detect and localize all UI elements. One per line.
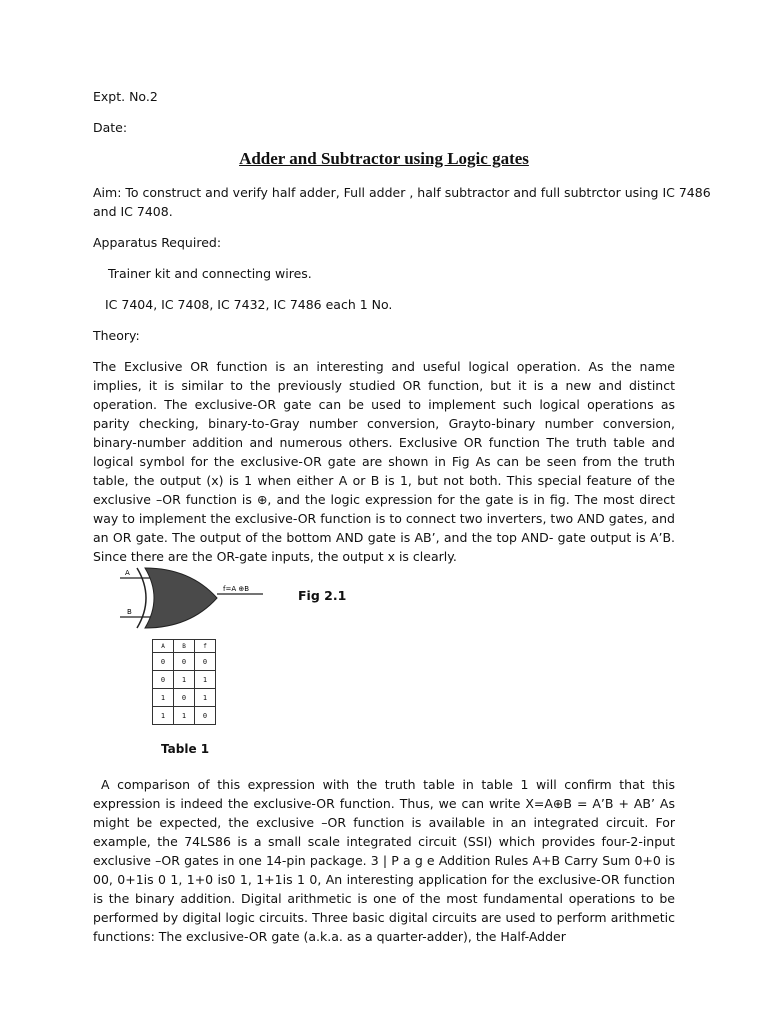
aim-line-1: Aim: To construct and verify half adder, Full adder , half subtractor and full subtrctor using IC 7486 xyxy=(93,185,711,200)
table-row xyxy=(153,671,216,689)
output-label: f=A ⊕B xyxy=(223,585,250,593)
table-cell: 0 xyxy=(195,707,216,725)
apparatus-heading: Apparatus Required: xyxy=(93,235,222,250)
date-label: Date: xyxy=(93,120,128,135)
theory-heading: Theory: xyxy=(93,328,140,343)
page-title: Adder and Subtractor using Logic gates xyxy=(239,149,529,168)
table-header-a: A xyxy=(153,640,174,653)
table-cell: 0 xyxy=(174,653,195,671)
table-cell: 1 xyxy=(174,707,195,725)
table-cell: 0 xyxy=(153,671,174,689)
apparatus-item-2: IC 7404, IC 7408, IC 7432, IC 7486 each 1 No. xyxy=(105,297,393,312)
table-row xyxy=(153,689,216,707)
figure-caption: Fig 2.1 xyxy=(298,588,347,603)
table-cell: 1 xyxy=(153,689,174,707)
table-cell: 1 xyxy=(153,707,174,725)
table-cell: 1 xyxy=(195,689,216,707)
table-cell: 0 xyxy=(153,653,174,671)
table-cell: 1 xyxy=(195,671,216,689)
theory-paragraph-1: The Exclusive OR function is an interesting and useful logical operation. As the name implies, it is similar to the previously studied OR function, but it is a new and distinct operation. The exclusive-OR gate can be used to implement such logical operations as parity checking, binary-to-Gray number conversion, Grayto-binary number conversion, binary-number addition and numerous others. Exclusive OR function The truth table and logical symbol for the exclusive-OR gate are shown in Fig As can be seen from the truth table, the output (x) is 1 when either A or B is 1, but not both. This special feature of the exclusive –OR function is ⊕, and the logic expression for the gate is in fig. The most direct way to implement the exclusive-OR function is to connect two inverters, two AND gates, and an OR gate. The output of the bottom AND gate is AB’, and the top AND- gate output is A’B. Since there are the OR-gate inputs, the output x is clearly. xyxy=(93,359,675,564)
table-header-b: B xyxy=(174,640,195,653)
truth-table xyxy=(152,639,216,725)
table-caption: Table 1 xyxy=(161,742,210,756)
table-row xyxy=(153,653,216,671)
table-cell: 0 xyxy=(195,653,216,671)
apparatus-item-1: Trainer kit and connecting wires. xyxy=(108,266,312,281)
table-row xyxy=(153,707,216,725)
table-cell: 0 xyxy=(174,689,195,707)
table-cell: 1 xyxy=(174,671,195,689)
theory-paragraph-2: A comparison of this expression with the truth table in table 1 will confirm that this expression is indeed the exclusive-OR function. Thus, we can write X=A⊕B = A’B + AB’ As might be expected, the exclusive –OR function is available in an integrated circuit. For example, the 74LS86 is a small scale integrated circuit (SSI) which provides four-2-input exclusive –OR gates in one 14-pin package. 3 | P a g e Addition Rules A+B Carry Sum 0+0 is 00, 0+1is 0 1, 1+0 is0 1, 1+1is 1 0, An interesting application for the exclusive-OR function is the binary addition. Digital arithmetic is one of the most fundamental operations to be performed by digital logic circuits. Three basic digital circuits are used to perform arithmetic functions: The exclusive-OR gate (a.k.a. as a quarter-adder), the Half-Adder xyxy=(93,777,675,944)
input-a-label: A xyxy=(125,569,130,577)
aim-line-2: and IC 7408. xyxy=(93,204,173,219)
input-b-label: B xyxy=(127,608,132,616)
table-header-f: f xyxy=(195,640,216,653)
expt-number: Expt. No.2 xyxy=(93,89,158,104)
